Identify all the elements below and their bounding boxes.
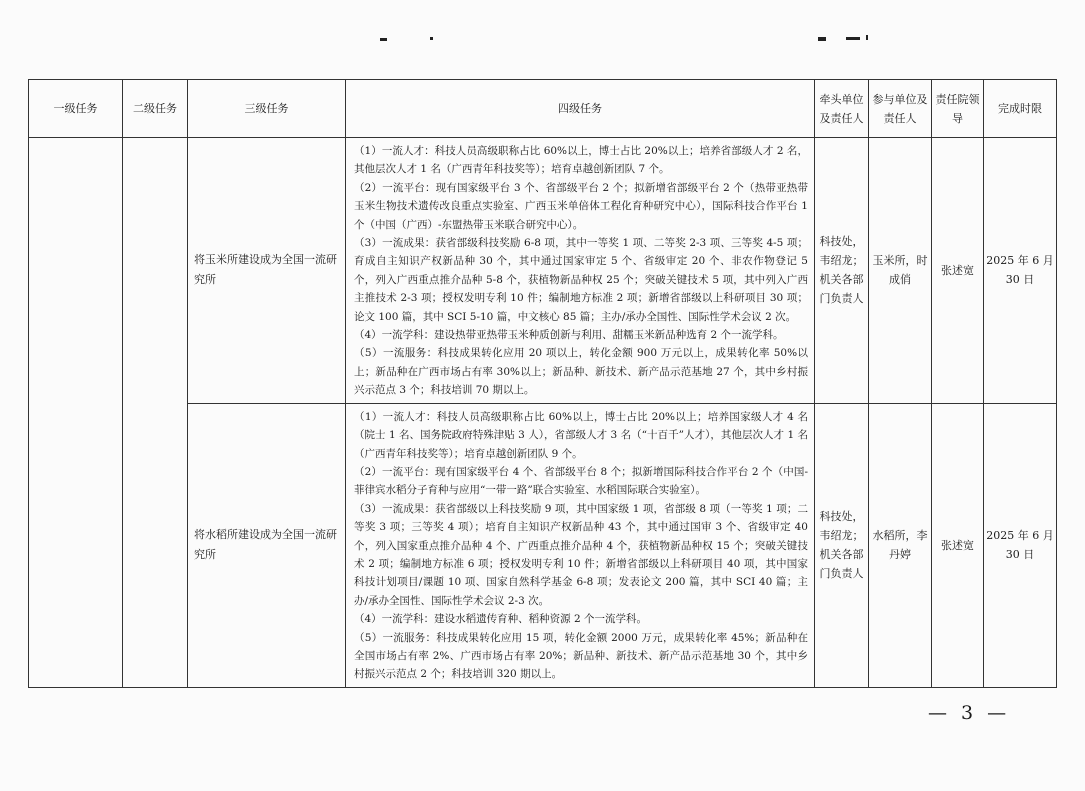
task-item: （4）一流学科：建设热带亚热带玉米种质创新与利用、甜糯玉米新品种选育 2 个一流学科。 bbox=[354, 329, 784, 342]
task-item: （1）一流人才：科技人员高级职称占比 60%以上，博士占比 20%以上；培养国家级人才 4 名（院士 1 名、国务院政府特殊津贴 3 人），省部级人才 3 名（“十百千”人才），其他层次人才 1 名（广西青年科技奖等）；培育卓越创新团队 9 个。 bbox=[354, 410, 808, 460]
header-deadline: 完成时限 bbox=[984, 80, 1057, 138]
task-item: （4）一流学科：建设水稻遗传育种、稻种资源 2 个一流学科。 bbox=[354, 613, 648, 626]
level3-cell: 将水稻所建设成为全国一流研究所 bbox=[188, 403, 346, 687]
level3-cell: 将玉米所建设成为全国一流研究所 bbox=[188, 138, 346, 404]
table-row bbox=[29, 138, 1057, 404]
task-item: （3）一流成果：获省部级科技奖励 6-8 项，其中一等奖 1 项、二等奖 2-3 项、三等奖 4-5 项；育成自主知识产权新品种 30 个，其中通过国家审定 5 个、省级审定 20 个、非农作物登记 5 个，列入广西重点推介品种 5-8 个，获植物新品种权 25 个；突破关键技术 5 项，其中列入广西主推技术 2-3 项；授权发明专利 10 件；编制地方标准 2 项；新增省部级以上科研项目 30 项；论文 100 篇，其中 SCI 5-10 篇，中文核心 85 篇；主办/承办全国性、国际性学术会议 2 次。 bbox=[354, 237, 808, 323]
header-row bbox=[29, 80, 1057, 138]
partner-unit-cell: 玉米所，时成俏 bbox=[869, 138, 932, 404]
header-lead-unit: 牵头单位及责任人 bbox=[815, 80, 869, 138]
header-leader: 责任院领导 bbox=[932, 80, 984, 138]
deadline-cell: 2025 年 6 月 30 日 bbox=[984, 403, 1057, 687]
deadline-cell: 2025 年 6 月 30 日 bbox=[984, 138, 1057, 404]
level2-cell bbox=[123, 138, 188, 688]
scan-artifact bbox=[866, 35, 868, 40]
header-level4: 四级任务 bbox=[346, 80, 815, 138]
header-level2: 二级任务 bbox=[123, 80, 188, 138]
task-item: （3）一流成果：获省部级以上科技奖励 9 项，其中国家级 1 项，省部级 8 项（一等奖 1 项；二等奖 3 项；三等奖 4 项）；培育自主知识产权新品种 43 个，其中通过国审 3 个、省级审定 40 个，列入国家重点推介品种 4 个、广西重点推介品种 4 个，获植物新品种权 15 个；突破关键技术 2 项；编制地方标准 6 项；授权发明专利 10 件；新增省部级以上科研项目 40 项，其中国家科技计划项目/课题 10 项、国家自然科学基金 6-8 项；发表论文 200 篇，其中 SCI 40 篇；主办/承办全国性、国际性学术会议 2-3 次。 bbox=[354, 502, 808, 607]
task-item: （2）一流平台：现有国家级平台 4 个、省部级平台 8 个；拟新增国际科技合作平台 2 个（中国-菲律宾水稻分子育种与应用“一带一路”联合实验室、水稻国际联合实验室）。 bbox=[354, 465, 808, 497]
task-table bbox=[28, 79, 1057, 688]
header-level1: 一级任务 bbox=[29, 80, 123, 138]
header-partner-unit: 参与单位及责任人 bbox=[869, 80, 932, 138]
level4-cell bbox=[346, 138, 815, 404]
lead-unit-cell: 科技处，韦绍龙；机关各部门负责人 bbox=[815, 138, 869, 404]
lead-unit-cell: 科技处，韦绍龙；机关各部门负责人 bbox=[815, 403, 869, 687]
page-number: — 3 — bbox=[928, 702, 1011, 724]
scan-artifact bbox=[818, 37, 826, 41]
scan-artifact bbox=[846, 37, 860, 40]
level4-cell bbox=[346, 403, 815, 687]
leader-cell: 张述宽 bbox=[932, 138, 984, 404]
task-item: （1）一流人才：科技人员高级职称占比 60%以上，博士占比 20%以上；培养省部级人才 2 名，其他层次人才 1 名（广西青年科技奖等）；培育卓越创新团队 7 个。 bbox=[354, 145, 808, 176]
leader-cell: 张述宽 bbox=[932, 403, 984, 687]
task-item: （2）一流平台：现有国家级平台 3 个、省部级平台 2 个；拟新增省部级平台 2 个（热带亚热带玉米生物技术遗传改良重点实验室、广西玉米单倍体工程化育种研究中心），国际科技合作平台 1 个（中国（广西）-东盟热带玉米联合研究中心）。 bbox=[354, 181, 808, 231]
partner-unit-cell: 水稻所，李丹婷 bbox=[869, 403, 932, 687]
level1-cell bbox=[29, 138, 123, 688]
scan-artifact bbox=[380, 38, 387, 41]
scan-artifact bbox=[430, 37, 433, 40]
task-item: （5）一流服务：科技成果转化应用 15 项，转化金额 2000 万元，成果转化率 45%；新品种在全国市场占有率 2%、广西市场占有率 20%；新品种、新技术、新产品示范基地 30 个，其中乡村振兴示范点 2 个；科技培训 320 期以上。 bbox=[354, 631, 808, 681]
header-level3: 三级任务 bbox=[188, 80, 346, 138]
task-item: （5）一流服务：科技成果转化应用 20 项以上，转化金额 900 万元以上，成果转化率 50%以上；新品种在广西市场占有率 30%以上；新品种、新技术、新产品示范基地 27 个，其中乡村振兴示范点 3 个；科技培训 70 期以上。 bbox=[354, 347, 808, 397]
